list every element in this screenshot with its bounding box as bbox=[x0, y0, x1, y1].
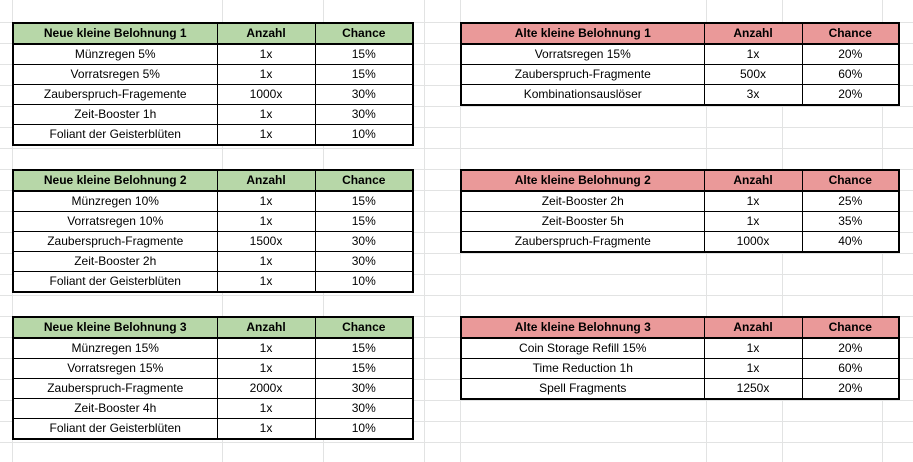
table-row bbox=[13, 338, 413, 359]
amount-cell[interactable]: 1x bbox=[217, 338, 315, 359]
amount-cell[interactable]: 1000x bbox=[704, 232, 802, 253]
amount-cell[interactable]: 1x bbox=[217, 252, 315, 272]
chance-cell[interactable]: 60% bbox=[802, 65, 899, 85]
chance-cell[interactable]: 15% bbox=[315, 191, 413, 212]
chance-cell[interactable]: 40% bbox=[802, 232, 899, 253]
name-cell[interactable]: Zauberspruch-Fragmente bbox=[461, 65, 704, 85]
chance-cell[interactable]: 30% bbox=[315, 85, 413, 105]
amount-cell[interactable]: 1x bbox=[217, 105, 315, 125]
amount-cell[interactable]: 2000x bbox=[217, 379, 315, 399]
header-title-cell[interactable]: Neue kleine Belohnung 1 bbox=[13, 23, 217, 44]
amount-cell[interactable]: 1x bbox=[704, 338, 802, 359]
table-row bbox=[461, 379, 899, 400]
table-row bbox=[13, 65, 413, 85]
reward-table-new-1 bbox=[12, 22, 414, 146]
chance-cell[interactable]: 30% bbox=[315, 105, 413, 125]
header-chance-cell[interactable]: Chance bbox=[802, 317, 899, 338]
amount-cell[interactable]: 1x bbox=[704, 212, 802, 232]
chance-cell[interactable]: 15% bbox=[315, 44, 413, 65]
header-chance-cell[interactable]: Chance bbox=[315, 170, 413, 191]
header-chance-cell[interactable]: Chance bbox=[315, 317, 413, 338]
chance-cell[interactable]: 60% bbox=[802, 359, 899, 379]
table-row bbox=[13, 359, 413, 379]
amount-cell[interactable]: 1250x bbox=[704, 379, 802, 400]
amount-cell[interactable]: 1x bbox=[217, 65, 315, 85]
name-cell[interactable]: Münzregen 15% bbox=[13, 338, 217, 359]
header-amount-cell[interactable]: Anzahl bbox=[217, 170, 315, 191]
table-row bbox=[13, 419, 413, 440]
header-title-cell[interactable]: Alte kleine Belohnung 3 bbox=[461, 317, 704, 338]
header-title-cell[interactable]: Neue kleine Belohnung 3 bbox=[13, 317, 217, 338]
table-header-row bbox=[461, 23, 899, 44]
amount-cell[interactable]: 3x bbox=[704, 85, 802, 106]
table-row bbox=[13, 379, 413, 399]
table-row bbox=[13, 105, 413, 125]
name-cell[interactable]: Zeit-Booster 4h bbox=[13, 399, 217, 419]
amount-cell[interactable]: 1500x bbox=[217, 232, 315, 252]
table-header-row bbox=[13, 317, 413, 338]
table-header-row bbox=[461, 317, 899, 338]
chance-cell[interactable]: 30% bbox=[315, 399, 413, 419]
chance-cell[interactable]: 10% bbox=[315, 419, 413, 440]
amount-cell[interactable]: 500x bbox=[704, 65, 802, 85]
amount-cell[interactable]: 1000x bbox=[217, 85, 315, 105]
header-title-cell[interactable]: Alte kleine Belohnung 2 bbox=[461, 170, 704, 191]
name-cell[interactable]: Zauberspruch-Fragmente bbox=[13, 232, 217, 252]
chance-cell[interactable]: 30% bbox=[315, 379, 413, 399]
header-title-cell[interactable]: Neue kleine Belohnung 2 bbox=[13, 170, 217, 191]
header-title-cell[interactable]: Alte kleine Belohnung 1 bbox=[461, 23, 704, 44]
table-row bbox=[461, 191, 899, 212]
name-cell[interactable]: Zeit-Booster 2h bbox=[461, 191, 704, 212]
chance-cell[interactable]: 25% bbox=[802, 191, 899, 212]
table-row bbox=[13, 125, 413, 146]
reward-table-new-2 bbox=[12, 169, 414, 293]
header-chance-cell[interactable]: Chance bbox=[802, 23, 899, 44]
chance-cell[interactable]: 15% bbox=[315, 359, 413, 379]
amount-cell[interactable]: 1x bbox=[217, 44, 315, 65]
table-row bbox=[461, 85, 899, 106]
name-cell[interactable]: Zeit-Booster 1h bbox=[13, 105, 217, 125]
chance-cell[interactable]: 30% bbox=[315, 252, 413, 272]
table-row bbox=[461, 359, 899, 379]
name-cell[interactable]: Zauberspruch-Fragemente bbox=[13, 85, 217, 105]
header-chance-cell[interactable]: Chance bbox=[802, 170, 899, 191]
name-cell[interactable]: Münzregen 5% bbox=[13, 44, 217, 65]
amount-cell[interactable]: 1x bbox=[217, 359, 315, 379]
amount-cell[interactable]: 1x bbox=[217, 399, 315, 419]
chance-cell[interactable]: 15% bbox=[315, 65, 413, 85]
name-cell[interactable]: Foliant der Geisterblüten bbox=[13, 419, 217, 440]
name-cell[interactable]: Foliant der Geisterblüten bbox=[13, 125, 217, 146]
name-cell[interactable]: Foliant der Geisterblüten bbox=[13, 272, 217, 293]
amount-cell[interactable]: 1x bbox=[704, 359, 802, 379]
chance-cell[interactable]: 35% bbox=[802, 212, 899, 232]
name-cell[interactable]: Zeit-Booster 5h bbox=[461, 212, 704, 232]
name-cell[interactable]: Kombinationsauslöser bbox=[461, 85, 704, 106]
chance-cell[interactable]: 20% bbox=[802, 44, 899, 65]
name-cell[interactable]: Vorratsregen 15% bbox=[461, 44, 704, 65]
header-amount-cell[interactable]: Anzahl bbox=[704, 23, 802, 44]
table-row bbox=[13, 191, 413, 212]
table-row bbox=[461, 232, 899, 253]
name-cell[interactable]: Vorratsregen 5% bbox=[13, 65, 217, 85]
name-cell[interactable]: Coin Storage Refill 15% bbox=[461, 338, 704, 359]
amount-cell[interactable]: 1x bbox=[704, 191, 802, 212]
header-amount-cell[interactable]: Anzahl bbox=[217, 23, 315, 44]
header-amount-cell[interactable]: Anzahl bbox=[704, 170, 802, 191]
chance-cell[interactable]: 10% bbox=[315, 125, 413, 146]
name-cell[interactable]: Time Reduction 1h bbox=[461, 359, 704, 379]
chance-cell[interactable]: 10% bbox=[315, 272, 413, 293]
table-row bbox=[13, 399, 413, 419]
reward-table-old-2 bbox=[460, 169, 900, 253]
amount-cell[interactable]: 1x bbox=[217, 272, 315, 293]
amount-cell[interactable]: 1x bbox=[704, 44, 802, 65]
amount-cell[interactable]: 1x bbox=[217, 191, 315, 212]
reward-table-new-3 bbox=[12, 316, 414, 440]
header-amount-cell[interactable]: Anzahl bbox=[217, 317, 315, 338]
chance-cell[interactable]: 20% bbox=[802, 379, 899, 400]
name-cell[interactable]: Spell Fragments bbox=[461, 379, 704, 400]
table-row bbox=[461, 338, 899, 359]
name-cell[interactable]: Vorratsregen 15% bbox=[13, 359, 217, 379]
amount-cell[interactable]: 1x bbox=[217, 125, 315, 146]
header-chance-cell[interactable]: Chance bbox=[315, 23, 413, 44]
table-row bbox=[461, 65, 899, 85]
name-cell[interactable]: Münzregen 10% bbox=[13, 191, 217, 212]
name-cell[interactable]: Zeit-Booster 2h bbox=[13, 252, 217, 272]
table-row bbox=[13, 232, 413, 252]
table-row bbox=[461, 212, 899, 232]
table-header-row bbox=[13, 23, 413, 44]
chance-cell[interactable]: 15% bbox=[315, 212, 413, 232]
chance-cell[interactable]: 30% bbox=[315, 232, 413, 252]
reward-table-old-3 bbox=[460, 316, 900, 400]
reward-table-old-1 bbox=[460, 22, 900, 106]
table-header-row bbox=[13, 170, 413, 191]
chance-cell[interactable]: 20% bbox=[802, 85, 899, 106]
table-row bbox=[13, 44, 413, 65]
table-row bbox=[13, 85, 413, 105]
name-cell[interactable]: Vorratsregen 10% bbox=[13, 212, 217, 232]
chance-cell[interactable]: 20% bbox=[802, 338, 899, 359]
header-amount-cell[interactable]: Anzahl bbox=[704, 317, 802, 338]
table-row bbox=[13, 272, 413, 293]
amount-cell[interactable]: 1x bbox=[217, 212, 315, 232]
table-row bbox=[461, 44, 899, 65]
name-cell[interactable]: Zauberspruch-Fragmente bbox=[461, 232, 704, 253]
table-row bbox=[13, 212, 413, 232]
amount-cell[interactable]: 1x bbox=[217, 419, 315, 440]
table-header-row bbox=[461, 170, 899, 191]
name-cell[interactable]: Zauberspruch-Fragmente bbox=[13, 379, 217, 399]
chance-cell[interactable]: 15% bbox=[315, 338, 413, 359]
table-row bbox=[13, 252, 413, 272]
